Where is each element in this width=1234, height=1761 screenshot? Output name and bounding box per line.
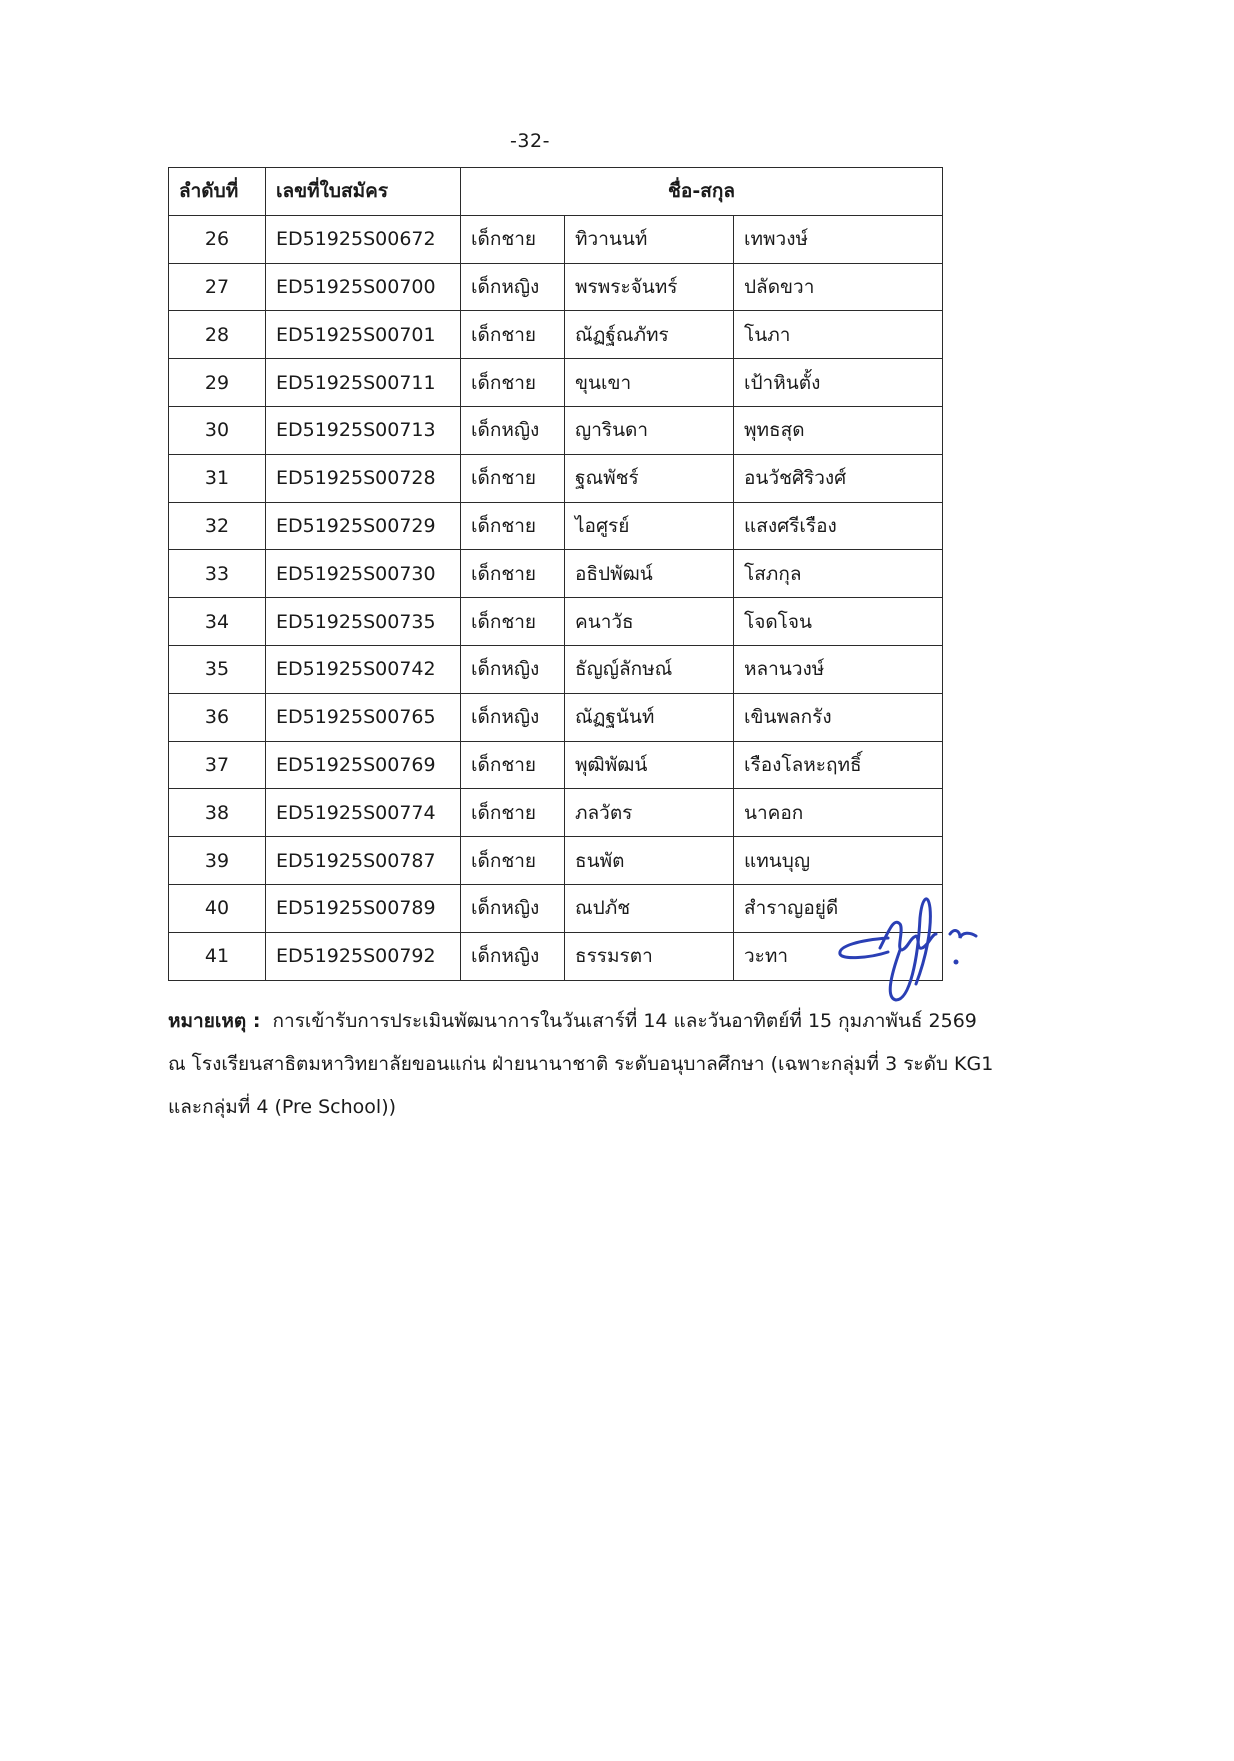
table-header-row [169, 168, 943, 216]
cell-last-name: แสงศรีเรือง [734, 502, 943, 550]
cell-application-no: ED51925S00789 [266, 884, 461, 932]
header-order: ลำดับที่ [169, 168, 266, 216]
cell-last-name: วะทา [734, 932, 943, 980]
cell-order: 41 [169, 932, 266, 980]
cell-title: เด็กชาย [461, 789, 565, 837]
cell-order: 36 [169, 693, 266, 741]
cell-order: 37 [169, 741, 266, 789]
cell-title: เด็กหญิง [461, 693, 565, 741]
table-row [169, 837, 943, 885]
cell-order: 39 [169, 837, 266, 885]
cell-last-name: สำราญอยู่ดี [734, 884, 943, 932]
table-row [169, 502, 943, 550]
table-row [169, 359, 943, 407]
cell-first-name: ทิวานนท์ [565, 215, 734, 263]
cell-application-no: ED51925S00711 [266, 359, 461, 407]
table-row [169, 598, 943, 646]
cell-application-no: ED51925S00713 [266, 406, 461, 454]
cell-last-name: โจดโจน [734, 598, 943, 646]
cell-order: 40 [169, 884, 266, 932]
cell-application-no: ED51925S00735 [266, 598, 461, 646]
cell-first-name: ภลวัตร [565, 789, 734, 837]
cell-order: 26 [169, 215, 266, 263]
cell-last-name: โสภกุล [734, 550, 943, 598]
cell-last-name: นาคอก [734, 789, 943, 837]
cell-application-no: ED51925S00728 [266, 454, 461, 502]
cell-order: 38 [169, 789, 266, 837]
remarks-note [168, 1000, 1068, 1129]
cell-order: 27 [169, 263, 266, 311]
cell-order: 32 [169, 502, 266, 550]
cell-title: เด็กชาย [461, 502, 565, 550]
table-body [169, 215, 943, 980]
cell-order: 31 [169, 454, 266, 502]
cell-last-name: เป้าหินตั้ง [734, 359, 943, 407]
note-line-3: และกลุ่มที่ 4 (Pre School)) [168, 1096, 397, 1118]
cell-title: เด็กหญิง [461, 884, 565, 932]
cell-first-name: ไอศูรย์ [565, 502, 734, 550]
cell-application-no: ED51925S00730 [266, 550, 461, 598]
cell-application-no: ED51925S00701 [266, 311, 461, 359]
cell-last-name: เรืองโลหะฤทธิ์ [734, 741, 943, 789]
cell-application-no: ED51925S00765 [266, 693, 461, 741]
cell-first-name: พุฒิพัฒน์ [565, 741, 734, 789]
cell-title: เด็กชาย [461, 741, 565, 789]
table-row [169, 215, 943, 263]
table-row [169, 645, 943, 693]
cell-title: เด็กชาย [461, 215, 565, 263]
cell-title: เด็กหญิง [461, 263, 565, 311]
table-row [169, 789, 943, 837]
cell-order: 29 [169, 359, 266, 407]
cell-last-name: อนวัชศิริวงศ์ [734, 454, 943, 502]
cell-first-name: ขุนเขา [565, 359, 734, 407]
cell-application-no: ED51925S00700 [266, 263, 461, 311]
cell-first-name: คนาวัธ [565, 598, 734, 646]
table-row [169, 454, 943, 502]
cell-order: 34 [169, 598, 266, 646]
cell-last-name: ปลัดขวา [734, 263, 943, 311]
table-row [169, 550, 943, 598]
applicant-table [168, 167, 943, 981]
table-row [169, 932, 943, 980]
signature-flourish [950, 931, 976, 938]
header-application-no: เลขที่ใบสมัคร [266, 168, 461, 216]
cell-first-name: ญารินดา [565, 406, 734, 454]
cell-order: 35 [169, 645, 266, 693]
cell-order: 28 [169, 311, 266, 359]
cell-first-name: ฐณพัชร์ [565, 454, 734, 502]
table-row [169, 311, 943, 359]
table-row [169, 741, 943, 789]
cell-last-name: พุทธสุด [734, 406, 943, 454]
cell-title: เด็กหญิง [461, 406, 565, 454]
signature-dot [954, 960, 959, 965]
cell-title: เด็กหญิง [461, 645, 565, 693]
header-full-name: ชื่อ-สกุล [461, 168, 943, 216]
cell-last-name: เขินพลกรัง [734, 693, 943, 741]
cell-application-no: ED51925S00672 [266, 215, 461, 263]
cell-application-no: ED51925S00729 [266, 502, 461, 550]
cell-last-name: แทนบุญ [734, 837, 943, 885]
cell-first-name: ณัฏฐนันท์ [565, 693, 734, 741]
note-line-2: ณ โรงเรียนสาธิตมหาวิทยาลัยขอนแก่น ฝ่ายนานาชาติ ระดับอนุบาลศึกษา (เฉพาะกลุ่มที่ 3 ระดับ KG1 [168, 1053, 994, 1075]
table-row [169, 263, 943, 311]
cell-title: เด็กหญิง [461, 932, 565, 980]
cell-first-name: ธรรมรตา [565, 932, 734, 980]
cell-first-name: ณปภัช [565, 884, 734, 932]
cell-title: เด็กชาย [461, 598, 565, 646]
cell-first-name: พรพระจันทร์ [565, 263, 734, 311]
table-row [169, 406, 943, 454]
cell-application-no: ED51925S00769 [266, 741, 461, 789]
note-label: หมายเหตุ : [168, 1010, 261, 1032]
cell-title: เด็กชาย [461, 359, 565, 407]
cell-first-name: ธนพัต [565, 837, 734, 885]
note-line-1: การเข้ารับการประเมินพัฒนาการในวันเสาร์ที่ 14 และวันอาทิตย์ที่ 15 กุมภาพันธ์ 2569 [272, 1010, 977, 1032]
cell-title: เด็กชาย [461, 454, 565, 502]
cell-first-name: อธิปพัฒน์ [565, 550, 734, 598]
cell-title: เด็กชาย [461, 837, 565, 885]
cell-last-name: หลานวงษ์ [734, 645, 943, 693]
cell-first-name: ณัฏฐ์ณภัทร [565, 311, 734, 359]
cell-application-no: ED51925S00792 [266, 932, 461, 980]
page-number: -32- [510, 130, 550, 152]
cell-order: 33 [169, 550, 266, 598]
table-row [169, 884, 943, 932]
cell-application-no: ED51925S00774 [266, 789, 461, 837]
cell-last-name: เทพวงษ์ [734, 215, 943, 263]
table-row [169, 693, 943, 741]
cell-application-no: ED51925S00787 [266, 837, 461, 885]
cell-order: 30 [169, 406, 266, 454]
cell-first-name: ธัญญ์ลักษณ์ [565, 645, 734, 693]
cell-title: เด็กชาย [461, 311, 565, 359]
cell-title: เด็กชาย [461, 550, 565, 598]
cell-last-name: โนภา [734, 311, 943, 359]
cell-application-no: ED51925S00742 [266, 645, 461, 693]
